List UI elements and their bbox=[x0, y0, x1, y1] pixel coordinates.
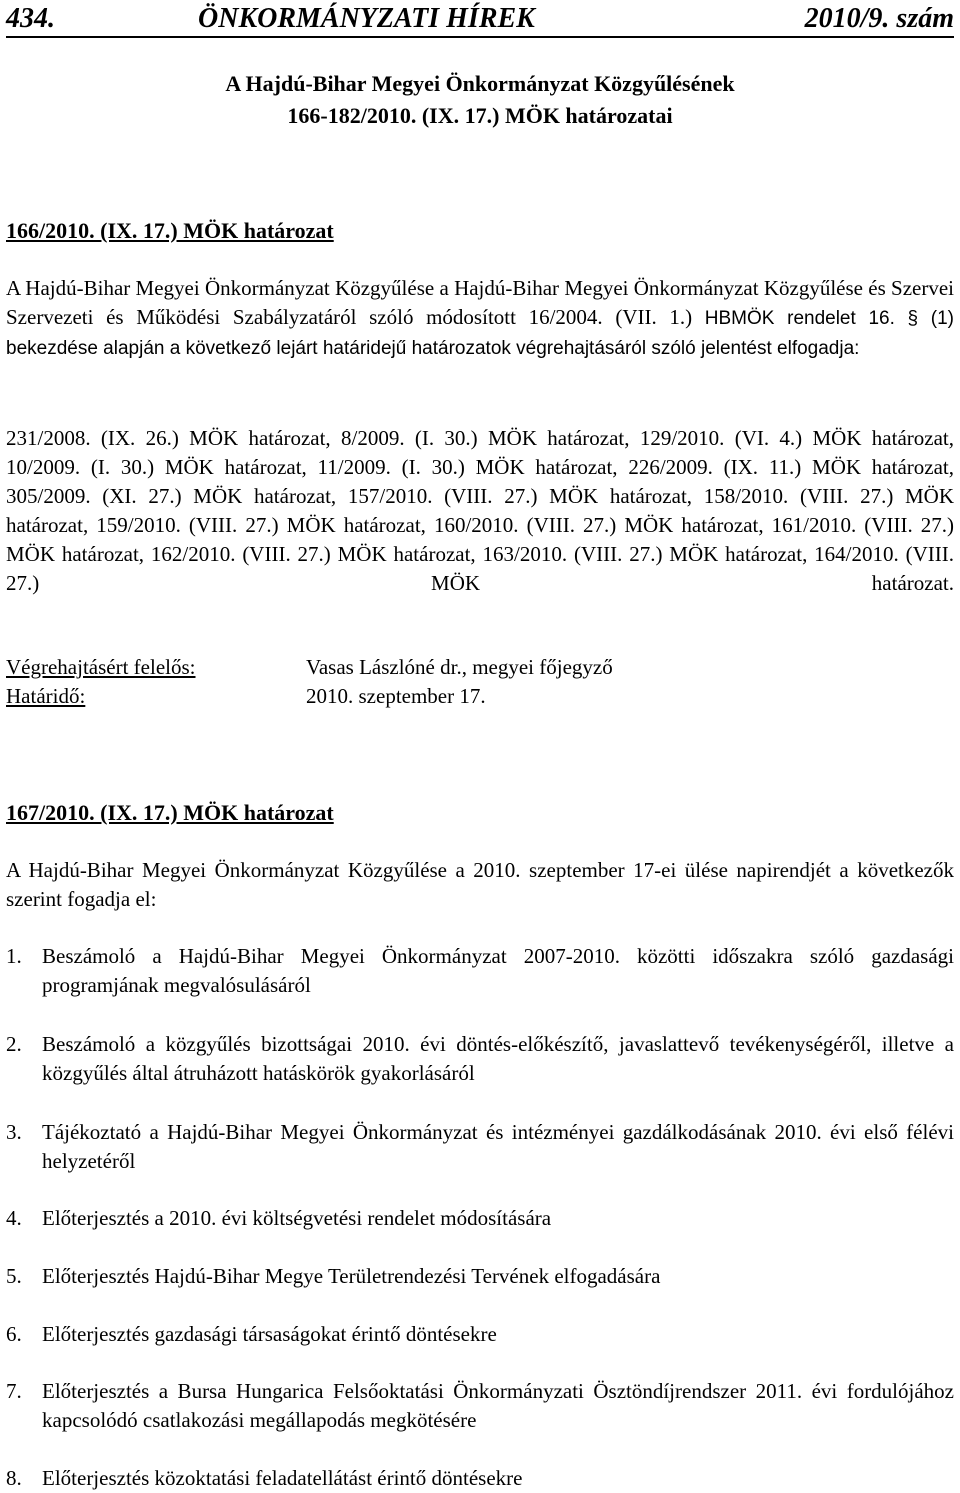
agenda-item-number: 7. bbox=[6, 1379, 22, 1403]
agenda-item-number: 3. bbox=[6, 1120, 22, 1144]
document-title-line2: 166-182/2010. (IX. 17.) MÖK határozatai bbox=[287, 103, 673, 128]
issue-number: 2010/9. szám bbox=[804, 3, 954, 34]
agenda-item-number: 2. bbox=[6, 1032, 22, 1056]
agenda-item-1 bbox=[6, 942, 954, 1000]
responsible-value: Vasas Lászlóné dr., megyei főjegyző bbox=[306, 655, 613, 679]
resolution-166-list: 231/2008. (IX. 26.) MÖK határozat, 8/2009. (I. 30.) MÖK határozat, 129/2010. (VI. 4.) MÖK határozat, 10/2009. (I. 30.) MÖK határozat, 11/2009. (I. 30.) MÖK határozat, 226/2009. (IX. 11.) MÖK határozat, 305/2009. (XI. 27.) MÖK határozat, 157/2010. (VIII. 27.) MÖK határozat, 158/2010. (VIII. 27.) MÖK határozat, 159/2010. (VIII. 27.) MÖK határozat, 160/2010. (VIII. 27.) MÖK határozat, 161/2010. (VIII. 27.) MÖK határozat, 162/2010. (VIII. 27.) MÖK határozat, 163/2010. (VIII. 27.) MÖK határozat, 164/2010. (VIII. 27.) MÖK határozat. bbox=[6, 426, 954, 595]
publication-title: ÖNKORMÁNYZATI HÍREK bbox=[198, 3, 535, 34]
agenda-item-text: Beszámoló a közgyűlés bizottságai 2010. évi döntés-előkészítő, javaslattevő tevékenységéről, illetve a közgyűlés által átruházott hatáskörök gyakorlásáról bbox=[42, 1032, 954, 1085]
resolution-166-heading: 166/2010. (IX. 17.) MÖK határozat bbox=[6, 218, 334, 243]
agenda-item-4 bbox=[6, 1204, 954, 1233]
agenda-item-2 bbox=[6, 1030, 954, 1088]
agenda-item-text: Előterjesztés közoktatási feladatellátást érintő döntésekre bbox=[42, 1466, 523, 1490]
document-title bbox=[0, 68, 960, 132]
agenda-item-5 bbox=[6, 1262, 954, 1291]
deadline-label: Határidő: bbox=[6, 684, 86, 708]
agenda-item-text: Tájékoztató a Hajdú-Bihar Megyei Önkormányzat és intézményei gazdálkodásának 2010. évi első félévi helyzetéről bbox=[42, 1120, 954, 1173]
agenda-item-number: 5. bbox=[6, 1264, 22, 1288]
responsible-label: Végrehajtásért felelős: bbox=[6, 655, 196, 679]
agenda-item-text: Előterjesztés Hajdú-Bihar Megye Területrendezési Tervének elfogadására bbox=[42, 1264, 661, 1288]
agenda-item-3 bbox=[6, 1118, 954, 1176]
resolution-166-intro bbox=[6, 274, 954, 363]
agenda-item-number: 1. bbox=[6, 944, 22, 968]
page-header bbox=[6, 2, 954, 38]
agenda-item-number: 6. bbox=[6, 1322, 22, 1346]
document-title-line1: A Hajdú-Bihar Megyei Önkormányzat Közgyűlésének bbox=[225, 71, 735, 96]
page-number: 434. bbox=[6, 3, 55, 34]
resolution-167-intro: A Hajdú-Bihar Megyei Önkormányzat Közgyűlése a 2010. szeptember 17-ei ülése napirendjét a következők szerint fogadja el: bbox=[6, 858, 954, 911]
deadline-value: 2010. szeptember 17. bbox=[306, 684, 486, 708]
agenda-item-text: Előterjesztés gazdasági társaságokat érintő döntésekre bbox=[42, 1322, 497, 1346]
agenda-item-6 bbox=[6, 1320, 954, 1349]
agenda-item-text: Előterjesztés a 2010. évi költségvetési rendelet módosítására bbox=[42, 1206, 552, 1230]
agenda-item-number: 8. bbox=[6, 1466, 22, 1490]
agenda-item-7 bbox=[6, 1377, 954, 1435]
resolution-166-intro-part2: HBMÖK rendelet 16. § (1) bekezdése alapján a következő lejárt határidejű határozatok végrehajtásáról szóló jelentést elfogadja: bbox=[6, 308, 955, 359]
agenda-item-number: 4. bbox=[6, 1206, 22, 1230]
resolution-166-intro-part1: A Hajdú-Bihar Megyei Önkormányzat Közgyűlése a Hajdú-Bihar Megyei Önkormányzat Közgyűlése és Szervei Szervezeti és Működési Szabályzatáról szóló módosított 16/2004. (VII. 1.) bbox=[6, 276, 954, 329]
agenda-item-8 bbox=[6, 1464, 954, 1493]
agenda-item-text: Előterjesztés a Bursa Hungarica Felsőoktatási Önkormányzati Ösztöndíjrendszer 2011. évi fordulójához kapcsolódó csatlakozási megállapodás megkötésére bbox=[42, 1379, 954, 1432]
agenda-item-text: Beszámoló a Hajdú-Bihar Megyei Önkormányzat 2007-2010. közötti időszakra szóló gazdasági programjának megvalósulásáról bbox=[42, 944, 954, 997]
resolution-167-heading: 167/2010. (IX. 17.) MÖK határozat bbox=[6, 800, 334, 825]
